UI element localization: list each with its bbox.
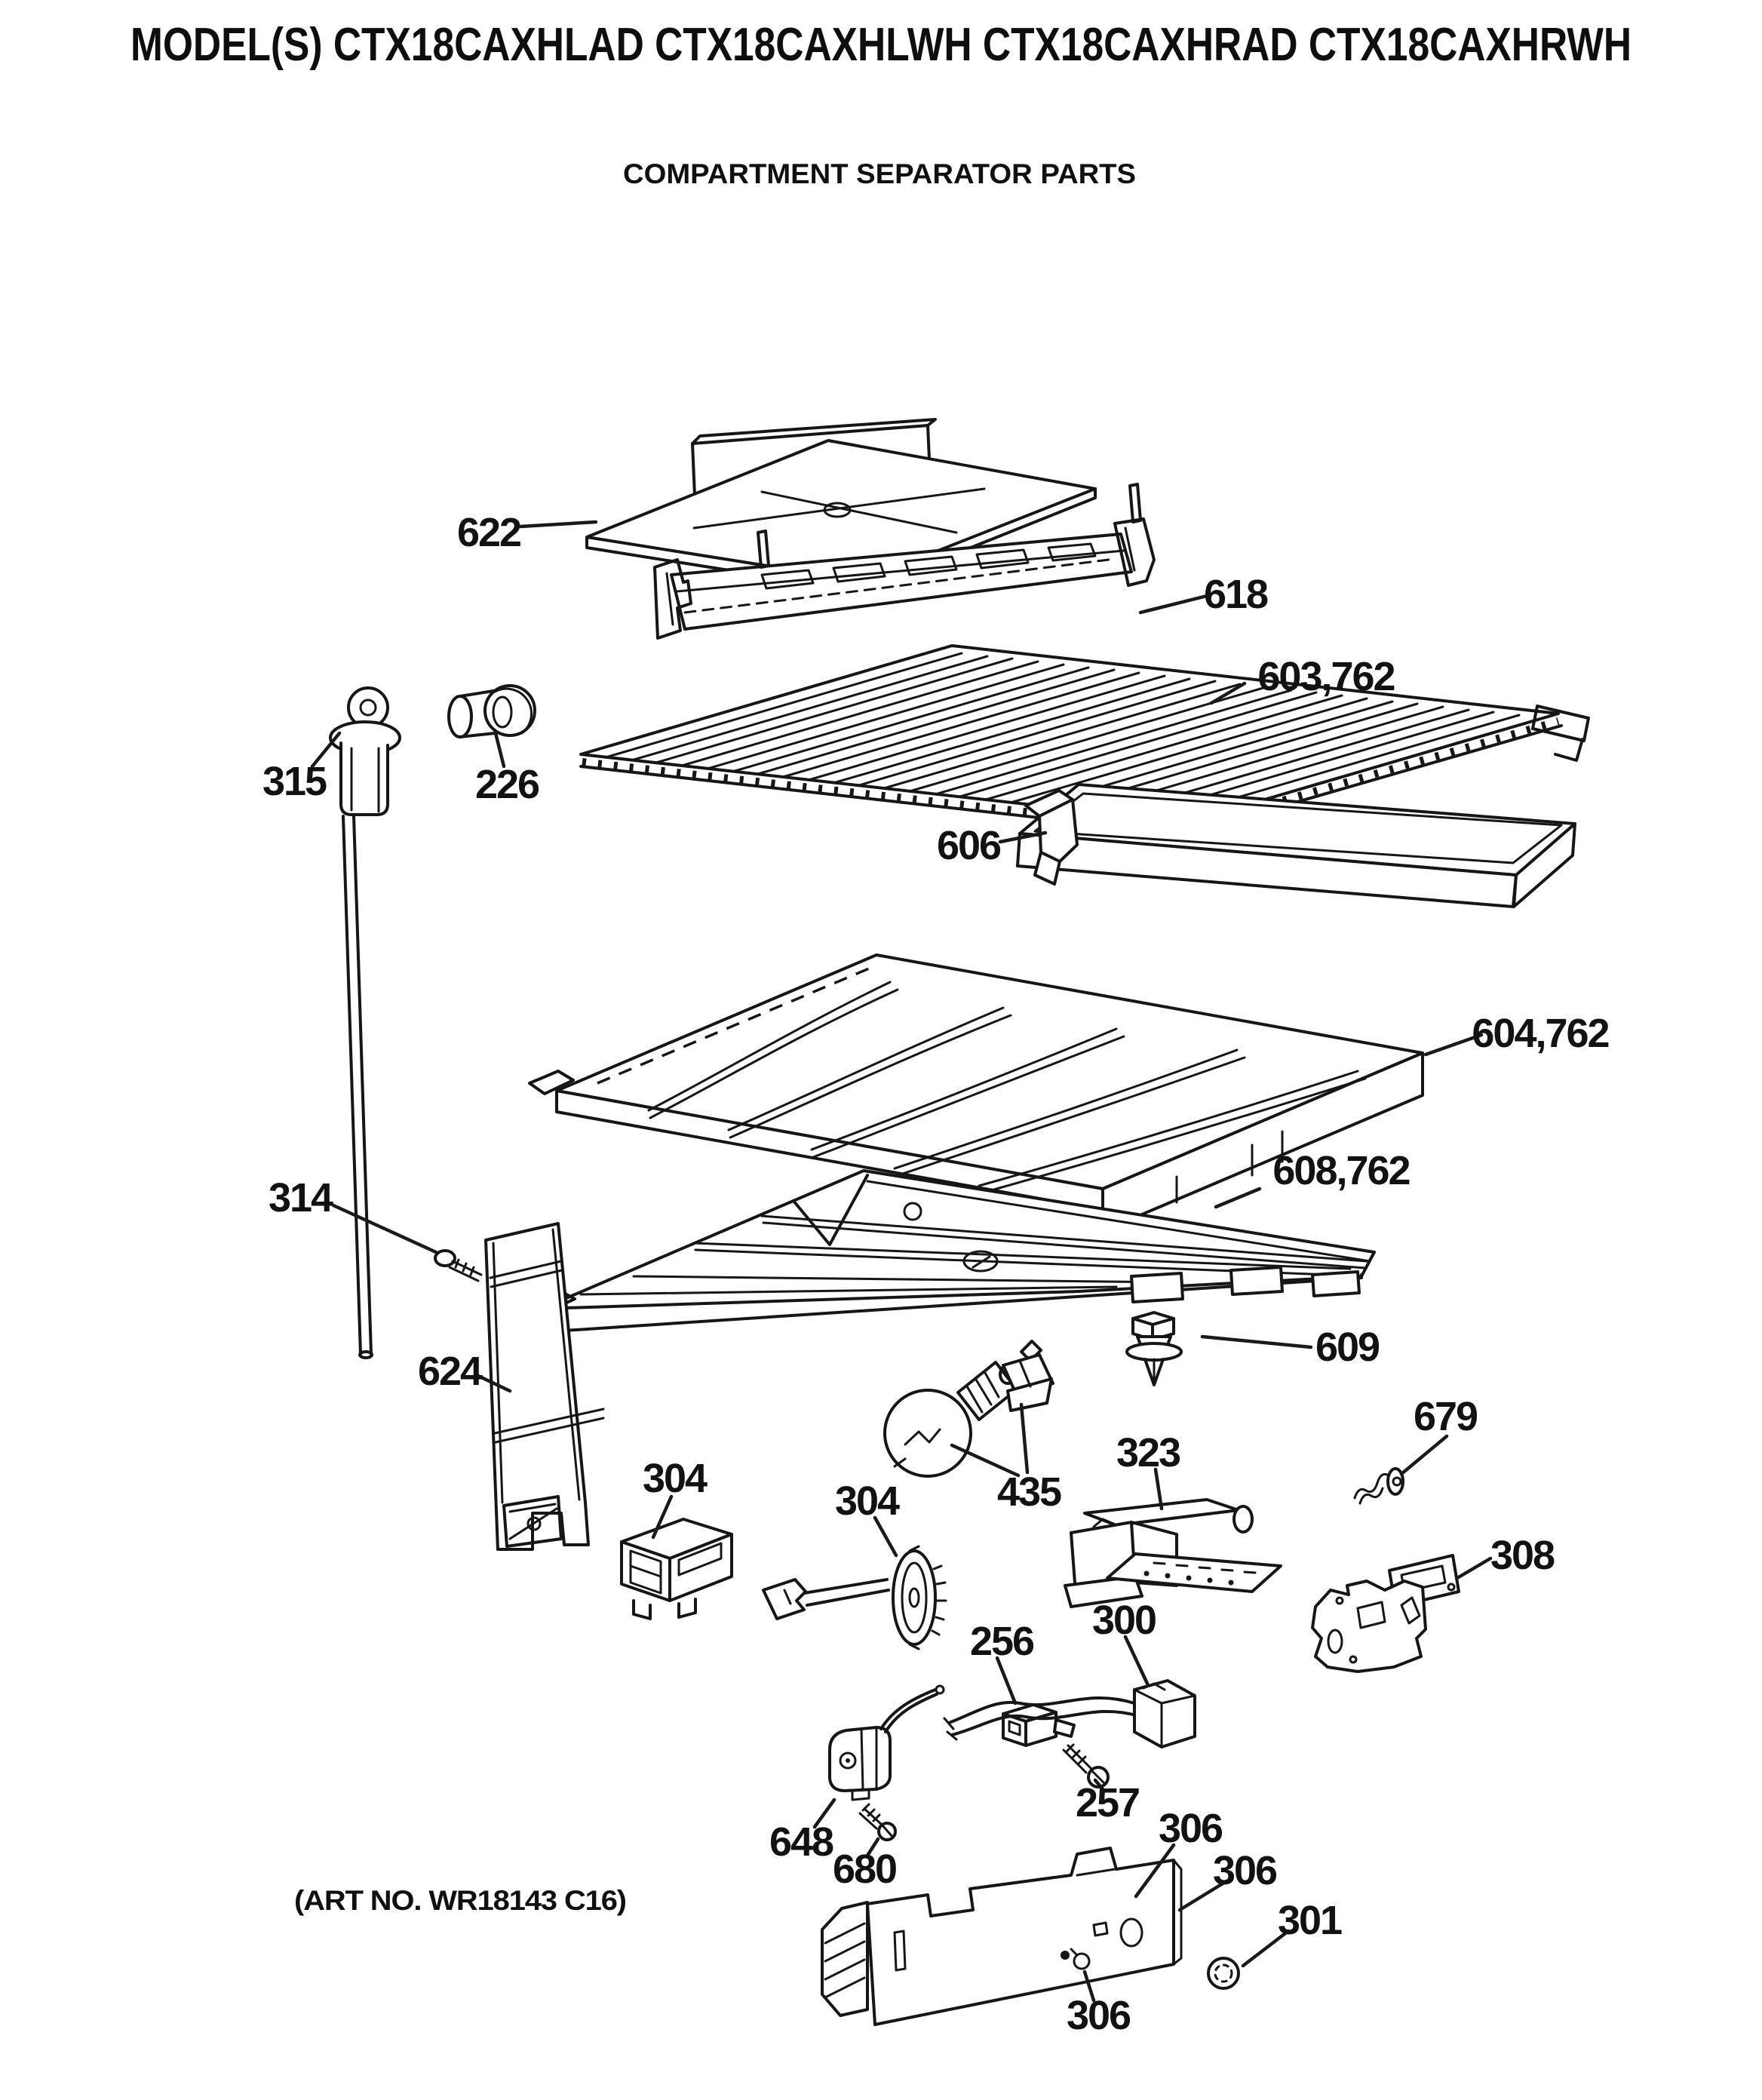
callout-label-306-tab: 306	[1158, 1806, 1223, 1851]
callout-label-323: 323	[1116, 1430, 1180, 1475]
art-number: (ART NO. WR18143 C16)	[294, 1885, 626, 1916]
callout-300	[1092, 1598, 1156, 1685]
part-256-switch	[1003, 1705, 1074, 1745]
part-301-plug-cap	[1208, 1958, 1239, 1988]
part-609-clip	[1127, 1312, 1181, 1385]
callout-314	[269, 1175, 481, 1281]
callout-label-680: 680	[832, 1847, 897, 1892]
page-subtitle: COMPARTMENT SEPARATOR PARTS	[623, 158, 1136, 189]
part-304-housing	[622, 1519, 732, 1619]
callout-301	[1243, 1898, 1342, 1966]
callout-618	[1140, 572, 1268, 617]
callout-label-609: 609	[1315, 1325, 1380, 1370]
callout-label-435: 435	[996, 1469, 1061, 1515]
leader-308	[1457, 1558, 1490, 1578]
leader-609	[1202, 1337, 1311, 1347]
part-308-bracket-plate	[1312, 1555, 1459, 1672]
callout-label-257: 257	[1075, 1780, 1140, 1825]
callout-257	[1076, 1780, 1139, 1825]
callout-315	[262, 733, 339, 804]
callout-308	[1457, 1533, 1555, 1578]
part-435-bulb-and-socket	[885, 1341, 1053, 1476]
callout-604-762	[1426, 1011, 1609, 1056]
callout-609	[1202, 1325, 1380, 1370]
part-226-roller-stud	[449, 686, 535, 737]
callout-256	[970, 1619, 1034, 1703]
part-315-rod	[330, 688, 400, 1358]
part-648-device	[830, 1686, 944, 1800]
leader-314	[333, 1205, 436, 1252]
callout-label-608-762: 608,762	[1272, 1148, 1410, 1193]
leader-300	[1125, 1637, 1148, 1685]
leader-608-762	[1216, 1189, 1260, 1207]
leader-256	[997, 1658, 1015, 1703]
callout-label-308: 308	[1490, 1533, 1555, 1578]
part-606-tray	[1018, 784, 1575, 907]
leader-618	[1140, 596, 1207, 612]
callout-label-306-knob: 306	[1066, 1993, 1131, 2038]
leader-435-socket	[1021, 1405, 1027, 1472]
part-323-bracket-box	[1065, 1500, 1281, 1607]
callout-label-304-right: 304	[834, 1478, 899, 1524]
callout-323	[1116, 1430, 1180, 1509]
callout-label-648: 648	[769, 1819, 833, 1865]
leader-622	[520, 522, 596, 527]
callout-label-256: 256	[969, 1619, 1034, 1664]
callout-label-304-left: 304	[642, 1456, 707, 1501]
callout-label-618: 618	[1203, 572, 1268, 617]
callout-226	[475, 730, 539, 807]
callout-304-right	[835, 1478, 900, 1555]
callout-label-306-panel: 306	[1212, 1848, 1277, 1893]
callout-label-314: 314	[268, 1175, 333, 1220]
callout-679	[1401, 1394, 1478, 1474]
part-680-screw	[860, 1804, 895, 1840]
callout-680	[833, 1839, 896, 1892]
leader-679	[1401, 1436, 1447, 1474]
callout-label-603-762: 603,762	[1257, 654, 1395, 699]
callout-306-panel	[1180, 1848, 1277, 1910]
callout-label-301: 301	[1277, 1898, 1342, 1943]
callout-label-606: 606	[936, 823, 1001, 868]
page-title: MODEL(S) CTX18CAXHLAD CTX18CAXHLWH CTX18CAXHRAD CTX18CAXHRWH	[130, 19, 1632, 71]
part-314-screw	[435, 1251, 481, 1281]
part-679-screw	[1355, 1469, 1403, 1503]
callout-label-604-762: 604,762	[1472, 1011, 1609, 1056]
part-304-knob-shaft	[763, 1546, 946, 1649]
callout-622	[457, 510, 596, 555]
callout-label-315: 315	[262, 759, 327, 804]
callout-label-226: 226	[474, 762, 539, 807]
callout-648	[769, 1800, 834, 1865]
callout-label-622: 622	[456, 510, 521, 555]
callout-label-300: 300	[1091, 1598, 1156, 1643]
callout-label-679: 679	[1413, 1394, 1478, 1439]
callout-label-624: 624	[417, 1349, 482, 1394]
